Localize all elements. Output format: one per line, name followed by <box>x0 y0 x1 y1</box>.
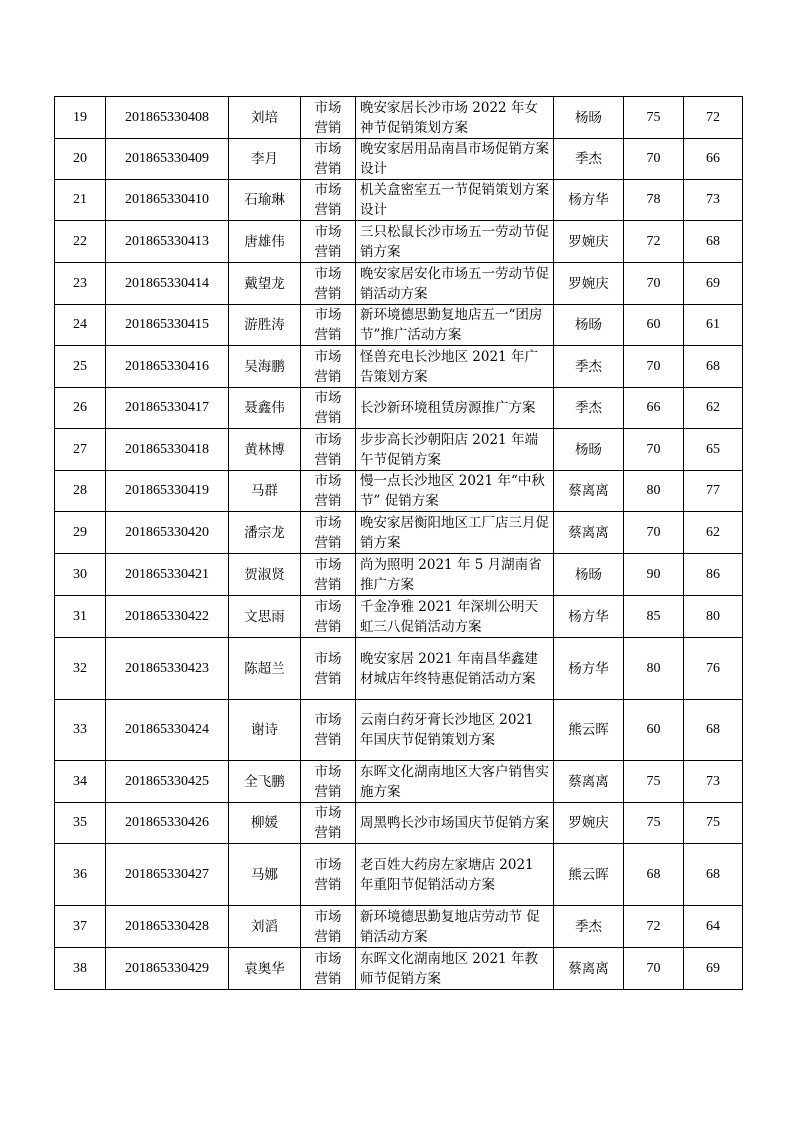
major-cell <box>301 139 356 180</box>
table-row <box>55 388 743 429</box>
score-1: 60 <box>624 305 684 346</box>
table-row <box>55 596 743 638</box>
advisor-name: 杨旸 <box>554 305 624 346</box>
major-line: 市场 <box>314 650 342 667</box>
major-line: 市场 <box>314 805 342 821</box>
score-2: 62 <box>684 512 743 554</box>
student-id: 201865330421 <box>106 554 229 596</box>
row-number: 34 <box>55 761 106 803</box>
major-line: 市场 <box>314 390 342 406</box>
advisor-name: 季杰 <box>554 139 624 180</box>
student-name: 陈超兰 <box>229 638 301 700</box>
thesis-topic: 千金净雅 2021 年深圳公明天虹三八促销活动方案 <box>356 596 554 638</box>
major-cell <box>301 906 356 948</box>
row-number: 20 <box>55 139 106 180</box>
advisor-name: 季杰 <box>554 346 624 388</box>
student-id: 201865330415 <box>106 305 229 346</box>
major-line: 营销 <box>314 161 342 177</box>
major-line: 营销 <box>314 534 342 551</box>
score-1: 80 <box>624 638 684 700</box>
score-2: 86 <box>684 554 743 596</box>
score-1: 85 <box>624 596 684 638</box>
advisor-name: 熊云晖 <box>554 844 624 906</box>
score-1: 66 <box>624 388 684 429</box>
advisor-name: 蔡离离 <box>554 761 624 803</box>
major-line: 市场 <box>314 99 342 116</box>
score-1: 78 <box>624 180 684 221</box>
row-number: 37 <box>55 906 106 948</box>
major-line: 营销 <box>314 928 342 945</box>
major-line: 营销 <box>314 202 342 218</box>
major-cell <box>301 596 356 638</box>
major-line: 营销 <box>314 410 342 426</box>
thesis-topic: 东晖文化湖南地区大客户销售实施方案 <box>356 761 554 803</box>
student-name: 刘滔 <box>229 906 301 948</box>
row-number: 21 <box>55 180 106 221</box>
thesis-score-table <box>54 96 743 990</box>
score-2: 66 <box>684 139 743 180</box>
thesis-topic: 新环境德思勤复地店劳动节 促销活动方案 <box>356 906 554 948</box>
score-1: 70 <box>624 948 684 990</box>
table-body <box>55 97 743 990</box>
table-row <box>55 180 743 221</box>
major-cell <box>301 388 356 429</box>
major-line: 营销 <box>314 618 342 635</box>
table-row <box>55 700 743 761</box>
major-line: 市场 <box>314 908 342 925</box>
major-cell <box>301 97 356 139</box>
student-id: 201865330423 <box>106 638 229 700</box>
major-cell <box>301 305 356 346</box>
advisor-name: 杨旸 <box>554 554 624 596</box>
major-cell <box>301 761 356 803</box>
student-id: 201865330422 <box>106 596 229 638</box>
score-2: 65 <box>684 429 743 471</box>
major-cell <box>301 263 356 305</box>
major-cell <box>301 554 356 596</box>
score-2: 61 <box>684 305 743 346</box>
table-row <box>55 512 743 554</box>
row-number: 24 <box>55 305 106 346</box>
major-line: 营销 <box>314 825 342 841</box>
advisor-name: 熊云晖 <box>554 700 624 761</box>
student-name: 马娜 <box>229 844 301 906</box>
advisor-name: 杨方华 <box>554 596 624 638</box>
row-number: 36 <box>55 844 106 906</box>
student-id: 201865330424 <box>106 700 229 761</box>
major-line: 市场 <box>314 950 342 967</box>
row-number: 31 <box>55 596 106 638</box>
thesis-topic: 慢一点长沙地区 2021 年“中秋节” 促销方案 <box>356 471 554 512</box>
major-line: 市场 <box>314 141 342 157</box>
major-line: 营销 <box>314 285 342 302</box>
advisor-name: 罗婉庆 <box>554 263 624 305</box>
major-cell <box>301 346 356 388</box>
advisor-name: 杨方华 <box>554 180 624 221</box>
student-id: 201865330419 <box>106 471 229 512</box>
thesis-topic: 长沙新环境租赁房源推广方案 <box>356 388 554 429</box>
major-line: 市场 <box>314 431 342 448</box>
thesis-topic: 晚安家居用品南昌市场促销方案设计 <box>356 139 554 180</box>
table-row <box>55 761 743 803</box>
major-line: 市场 <box>314 514 342 531</box>
major-line: 营销 <box>314 970 342 987</box>
thesis-topic: 东晖文化湖南地区 2021 年教师节促销方案 <box>356 948 554 990</box>
score-2: 68 <box>684 221 743 263</box>
student-name: 马群 <box>229 471 301 512</box>
table-row <box>55 844 743 906</box>
advisor-name: 罗婉庆 <box>554 221 624 263</box>
score-1: 60 <box>624 700 684 761</box>
major-cell <box>301 512 356 554</box>
score-2: 73 <box>684 761 743 803</box>
major-line: 市场 <box>314 856 342 873</box>
score-2: 68 <box>684 346 743 388</box>
score-1: 72 <box>624 221 684 263</box>
row-number: 25 <box>55 346 106 388</box>
major-cell <box>301 700 356 761</box>
row-number: 29 <box>55 512 106 554</box>
score-1: 70 <box>624 263 684 305</box>
score-1: 75 <box>624 761 684 803</box>
major-line: 营销 <box>314 243 342 260</box>
student-name: 潘宗龙 <box>229 512 301 554</box>
major-line: 营销 <box>314 876 342 893</box>
major-cell <box>301 180 356 221</box>
row-number: 19 <box>55 97 106 139</box>
row-number: 32 <box>55 638 106 700</box>
advisor-name: 蔡离离 <box>554 512 624 554</box>
student-name: 全飞鹏 <box>229 761 301 803</box>
score-2: 68 <box>684 700 743 761</box>
student-name: 唐雄伟 <box>229 221 301 263</box>
score-2: 77 <box>684 471 743 512</box>
major-line: 营销 <box>314 732 342 748</box>
table-row <box>55 906 743 948</box>
major-cell <box>301 471 356 512</box>
thesis-topic: 步步高长沙朝阳店 2021 年端午节促销方案 <box>356 429 554 471</box>
major-cell <box>301 221 356 263</box>
major-cell <box>301 844 356 906</box>
score-1: 80 <box>624 471 684 512</box>
thesis-topic: 云南白药牙膏长沙地区 2021 年国庆节促销策划方案 <box>356 700 554 761</box>
table-row <box>55 97 743 139</box>
row-number: 33 <box>55 700 106 761</box>
score-1: 70 <box>624 512 684 554</box>
thesis-topic: 晚安家居长沙市场 2022 年女神节促销策划方案 <box>356 97 554 139</box>
major-line: 营销 <box>314 783 342 800</box>
score-1: 68 <box>624 844 684 906</box>
student-name: 石瑜琳 <box>229 180 301 221</box>
score-2: 76 <box>684 638 743 700</box>
thesis-topic: 新环境德思勤复地店五一“团房节”推广活动方案 <box>356 305 554 346</box>
table-row <box>55 139 743 180</box>
student-name: 袁奥华 <box>229 948 301 990</box>
major-line: 市场 <box>314 473 342 489</box>
thesis-topic: 晚安家居安化市场五一劳动节促销活动方案 <box>356 263 554 305</box>
student-id: 201865330410 <box>106 180 229 221</box>
score-2: 72 <box>684 97 743 139</box>
advisor-name: 罗婉庆 <box>554 803 624 844</box>
score-2: 75 <box>684 803 743 844</box>
table-row <box>55 471 743 512</box>
student-id: 201865330428 <box>106 906 229 948</box>
major-line: 营销 <box>314 670 342 687</box>
table-row <box>55 305 743 346</box>
major-line: 营销 <box>314 493 342 509</box>
major-line: 营销 <box>314 368 342 385</box>
major-line: 市场 <box>314 598 342 615</box>
thesis-topic: 机关盒密室五一节促销策划方案设计 <box>356 180 554 221</box>
score-2: 69 <box>684 948 743 990</box>
advisor-name: 杨旸 <box>554 97 624 139</box>
row-number: 28 <box>55 471 106 512</box>
thesis-topic: 尚为照明 2021 年 5 月湖南省推广方案 <box>356 554 554 596</box>
table-row <box>55 221 743 263</box>
major-line: 市场 <box>314 307 342 323</box>
row-number: 35 <box>55 803 106 844</box>
major-line: 营销 <box>314 327 342 343</box>
student-id: 201865330418 <box>106 429 229 471</box>
major-cell <box>301 638 356 700</box>
table-row <box>55 638 743 700</box>
student-name: 李月 <box>229 139 301 180</box>
major-line: 市场 <box>314 712 342 728</box>
student-id: 201865330413 <box>106 221 229 263</box>
score-2: 73 <box>684 180 743 221</box>
major-line: 市场 <box>314 348 342 365</box>
row-number: 30 <box>55 554 106 596</box>
student-name: 柳媛 <box>229 803 301 844</box>
student-id: 201865330408 <box>106 97 229 139</box>
table-row <box>55 429 743 471</box>
row-number: 22 <box>55 221 106 263</box>
student-name: 游胜涛 <box>229 305 301 346</box>
student-id: 201865330429 <box>106 948 229 990</box>
student-name: 贺淑贤 <box>229 554 301 596</box>
major-cell <box>301 429 356 471</box>
student-id: 201865330426 <box>106 803 229 844</box>
student-name: 戴望龙 <box>229 263 301 305</box>
major-line: 营销 <box>314 119 342 136</box>
score-2: 80 <box>684 596 743 638</box>
table-row <box>55 346 743 388</box>
score-1: 70 <box>624 139 684 180</box>
score-2: 62 <box>684 388 743 429</box>
advisor-name: 蔡离离 <box>554 948 624 990</box>
row-number: 23 <box>55 263 106 305</box>
score-2: 69 <box>684 263 743 305</box>
major-line: 市场 <box>314 182 342 198</box>
score-1: 72 <box>624 906 684 948</box>
row-number: 26 <box>55 388 106 429</box>
score-1: 70 <box>624 346 684 388</box>
table-row <box>55 948 743 990</box>
row-number: 27 <box>55 429 106 471</box>
thesis-topic: 三只松鼠长沙市场五一劳动节促销方案 <box>356 221 554 263</box>
advisor-name: 杨旸 <box>554 429 624 471</box>
table-row <box>55 263 743 305</box>
advisor-name: 季杰 <box>554 906 624 948</box>
major-line: 营销 <box>314 451 342 468</box>
score-1: 75 <box>624 97 684 139</box>
major-line: 市场 <box>314 556 342 573</box>
student-name: 吴海鹏 <box>229 346 301 388</box>
student-id: 201865330425 <box>106 761 229 803</box>
student-name: 聂鑫伟 <box>229 388 301 429</box>
score-2: 68 <box>684 844 743 906</box>
major-line: 市场 <box>314 223 342 240</box>
student-name: 文思雨 <box>229 596 301 638</box>
student-id: 201865330409 <box>106 139 229 180</box>
thesis-topic: 晚安家居 2021 年南昌华鑫建材城店年终特惠促销活动方案 <box>356 638 554 700</box>
major-cell <box>301 948 356 990</box>
score-1: 70 <box>624 429 684 471</box>
row-number: 38 <box>55 948 106 990</box>
student-name: 黄林博 <box>229 429 301 471</box>
major-line: 市场 <box>314 265 342 282</box>
score-1: 90 <box>624 554 684 596</box>
table-row <box>55 554 743 596</box>
thesis-topic: 晚安家居衡阳地区工厂店三月促销方案 <box>356 512 554 554</box>
student-id: 201865330416 <box>106 346 229 388</box>
advisor-name: 杨方华 <box>554 638 624 700</box>
score-2: 64 <box>684 906 743 948</box>
student-id: 201865330414 <box>106 263 229 305</box>
thesis-topic: 老百姓大药房左家塘店 2021 年重阳节促销活动方案 <box>356 844 554 906</box>
score-1: 75 <box>624 803 684 844</box>
student-id: 201865330417 <box>106 388 229 429</box>
thesis-topic: 怪兽充电长沙地区 2021 年广告策划方案 <box>356 346 554 388</box>
major-line: 市场 <box>314 763 342 780</box>
thesis-topic: 周黑鸭长沙市场国庆节促销方案 <box>356 803 554 844</box>
student-name: 刘培 <box>229 97 301 139</box>
student-name: 谢诗 <box>229 700 301 761</box>
advisor-name: 季杰 <box>554 388 624 429</box>
major-line: 营销 <box>314 576 342 593</box>
student-id: 201865330427 <box>106 844 229 906</box>
major-cell <box>301 803 356 844</box>
student-id: 201865330420 <box>106 512 229 554</box>
advisor-name: 蔡离离 <box>554 471 624 512</box>
table-row <box>55 803 743 844</box>
